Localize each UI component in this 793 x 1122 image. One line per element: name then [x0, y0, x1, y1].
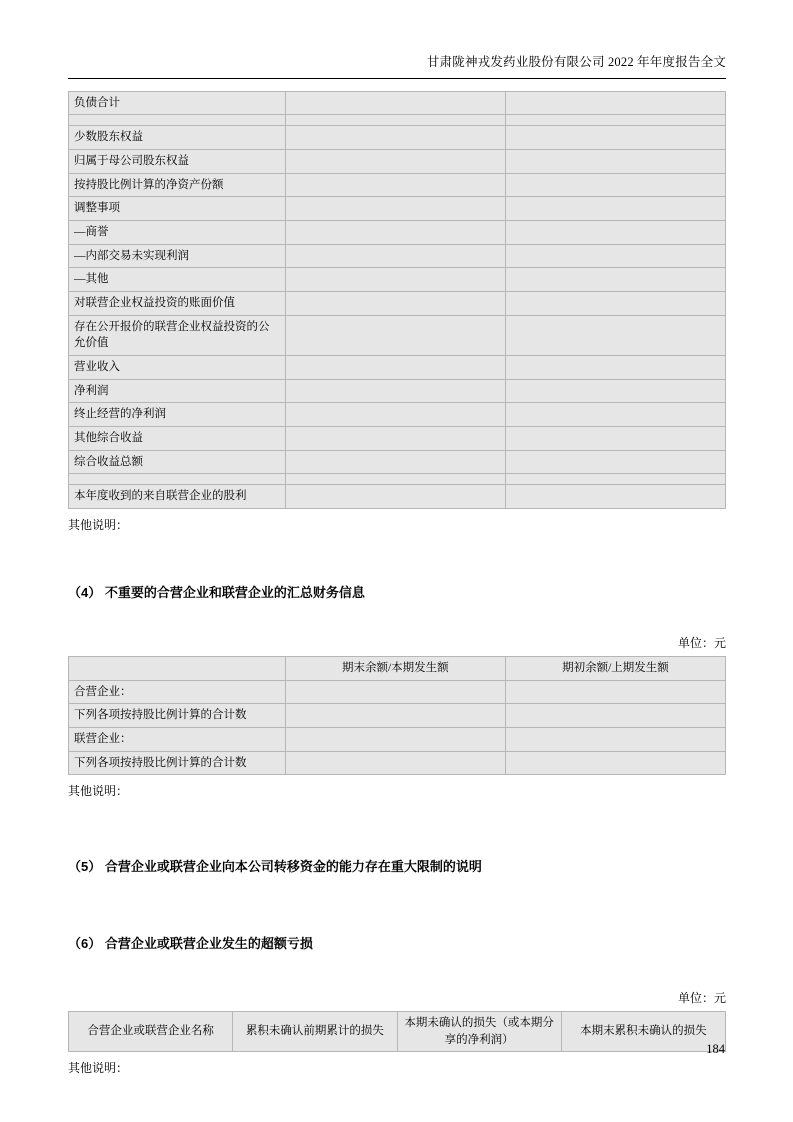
row-value-current	[285, 91, 505, 115]
column-header-prior: 期初余额/上期发生额	[505, 656, 725, 680]
row-value-current	[285, 173, 505, 197]
table-row	[69, 244, 726, 268]
row-value-prior	[505, 220, 725, 244]
table-row	[69, 268, 726, 292]
spacer	[68, 604, 726, 634]
table-row-spacer	[69, 474, 726, 485]
row-label: 联营企业：	[69, 727, 286, 751]
equity-investment-table	[68, 91, 726, 509]
row-value-current	[285, 244, 505, 268]
table-header-row	[69, 656, 726, 680]
section-5-title: （5） 合营企业或联营企业向本公司转移资金的能力存在重大限制的说明	[68, 859, 482, 875]
row-value-current	[285, 355, 505, 379]
row-value-current	[285, 450, 505, 474]
table-row	[69, 315, 726, 355]
row-value-prior	[505, 403, 725, 427]
row-value-current	[285, 403, 505, 427]
table-row	[69, 197, 726, 221]
row-label: 营业收入	[69, 355, 286, 379]
row-value-prior	[505, 315, 725, 355]
table-row-spacer	[69, 115, 726, 126]
row-label	[69, 474, 286, 485]
row-label: 下列各项按持股比例计算的合计数	[69, 751, 286, 775]
column-header-current: 期末余额/本期发生额	[285, 656, 505, 680]
row-value-current	[285, 126, 505, 150]
row-value-prior	[505, 474, 725, 485]
row-value-prior	[505, 291, 725, 315]
row-label	[69, 115, 286, 126]
row-value-prior	[505, 751, 725, 775]
column-header-ending-accumulated-loss: 本期末累积未确认的损失	[561, 1012, 725, 1052]
row-value-prior	[505, 126, 725, 150]
row-label: 终止经营的净利润	[69, 403, 286, 427]
table-row	[69, 291, 726, 315]
table-header-row	[69, 1012, 726, 1052]
row-label: 按持股比例计算的净资产份额	[69, 173, 286, 197]
section-4-note: 其他说明：	[68, 784, 129, 799]
spacer	[68, 955, 726, 989]
section-4-title: （4） 不重要的合营企业和联营企业的汇总财务信息	[68, 585, 365, 601]
section-6-title: （6） 合营企业或联营企业发生的超额亏损	[68, 936, 313, 952]
row-label: 其他综合收益	[69, 426, 286, 450]
row-label: —其他	[69, 268, 286, 292]
row-value-current	[285, 220, 505, 244]
row-value-current	[285, 315, 505, 355]
row-label: 对联营企业权益投资的账面价值	[69, 291, 286, 315]
header-divider	[68, 78, 726, 79]
table-row	[69, 403, 726, 427]
row-value-current	[285, 680, 505, 704]
row-value-prior	[505, 680, 725, 704]
row-value-current	[285, 751, 505, 775]
row-value-current	[285, 474, 505, 485]
page-header	[68, 0, 726, 72]
row-value-prior	[505, 115, 725, 126]
table-row	[69, 149, 726, 173]
row-value-prior	[505, 355, 725, 379]
table-row	[69, 355, 726, 379]
row-value-current	[285, 197, 505, 221]
row-value-current	[285, 149, 505, 173]
row-label: 调整事项	[69, 197, 286, 221]
page-number: 184	[706, 1042, 725, 1056]
row-value-current	[285, 291, 505, 315]
row-label: —内部交易未实现利润	[69, 244, 286, 268]
row-label: —商誉	[69, 220, 286, 244]
row-label: 存在公开报价的联营企业权益投资的公允价值	[69, 315, 286, 355]
table-row	[69, 426, 726, 450]
table-row	[69, 485, 726, 509]
row-label: 负债合计	[69, 91, 286, 115]
section-4-unit: 单位：元	[677, 635, 726, 650]
table-row	[69, 751, 726, 775]
section-6-note: 其他说明：	[68, 1061, 129, 1076]
row-label: 合营企业：	[69, 680, 286, 704]
table-row	[69, 220, 726, 244]
row-value-prior	[505, 173, 725, 197]
row-value-prior	[505, 485, 725, 509]
row-value-current	[285, 704, 505, 728]
table-row	[69, 727, 726, 751]
row-value-prior	[505, 426, 725, 450]
table-row	[69, 126, 726, 150]
spacer	[68, 535, 726, 583]
row-value-current	[285, 115, 505, 126]
column-header-name: 合营企业或联营企业名称	[69, 1012, 233, 1052]
row-value-current	[285, 268, 505, 292]
row-label: 本年度收到的来自联营企业的股利	[69, 485, 286, 509]
row-value-prior	[505, 268, 725, 292]
column-header-blank	[69, 656, 286, 680]
table-row	[69, 704, 726, 728]
row-value-prior	[505, 244, 725, 268]
row-label: 净利润	[69, 379, 286, 403]
row-value-prior	[505, 379, 725, 403]
row-value-current	[285, 426, 505, 450]
table-row	[69, 91, 726, 115]
spacer	[68, 878, 726, 934]
section-6-unit: 单位：元	[677, 991, 726, 1006]
excess-loss-table	[68, 1011, 726, 1052]
row-value-prior	[505, 704, 725, 728]
row-value-prior	[505, 450, 725, 474]
row-label: 下列各项按持股比例计算的合计数	[69, 704, 286, 728]
table-row	[69, 379, 726, 403]
header-title: 甘肃陇神戎发药业股份有限公司 2022 年年度报告全文	[426, 55, 726, 69]
row-value-current	[285, 485, 505, 509]
column-header-current-unrecognized-loss: 本期未确认的损失（或本期分享的净利润）	[397, 1012, 561, 1052]
row-label: 归属于母公司股东权益	[69, 149, 286, 173]
table-row	[69, 450, 726, 474]
row-value-prior	[505, 149, 725, 173]
page-content	[68, 0, 726, 1079]
row-value-prior	[505, 197, 725, 221]
row-value-current	[285, 379, 505, 403]
row-label: 少数股东权益	[69, 126, 286, 150]
row-value-prior	[505, 727, 725, 751]
table1-note: 其他说明：	[68, 517, 129, 532]
row-value-current	[285, 727, 505, 751]
table-row	[69, 680, 726, 704]
spacer	[68, 801, 726, 857]
summary-financial-table	[68, 656, 726, 775]
row-label: 综合收益总额	[69, 450, 286, 474]
row-value-prior	[505, 91, 725, 115]
column-header-prior-accumulated-loss: 累积未确认前期累计的损失	[233, 1012, 397, 1052]
table-row	[69, 173, 726, 197]
